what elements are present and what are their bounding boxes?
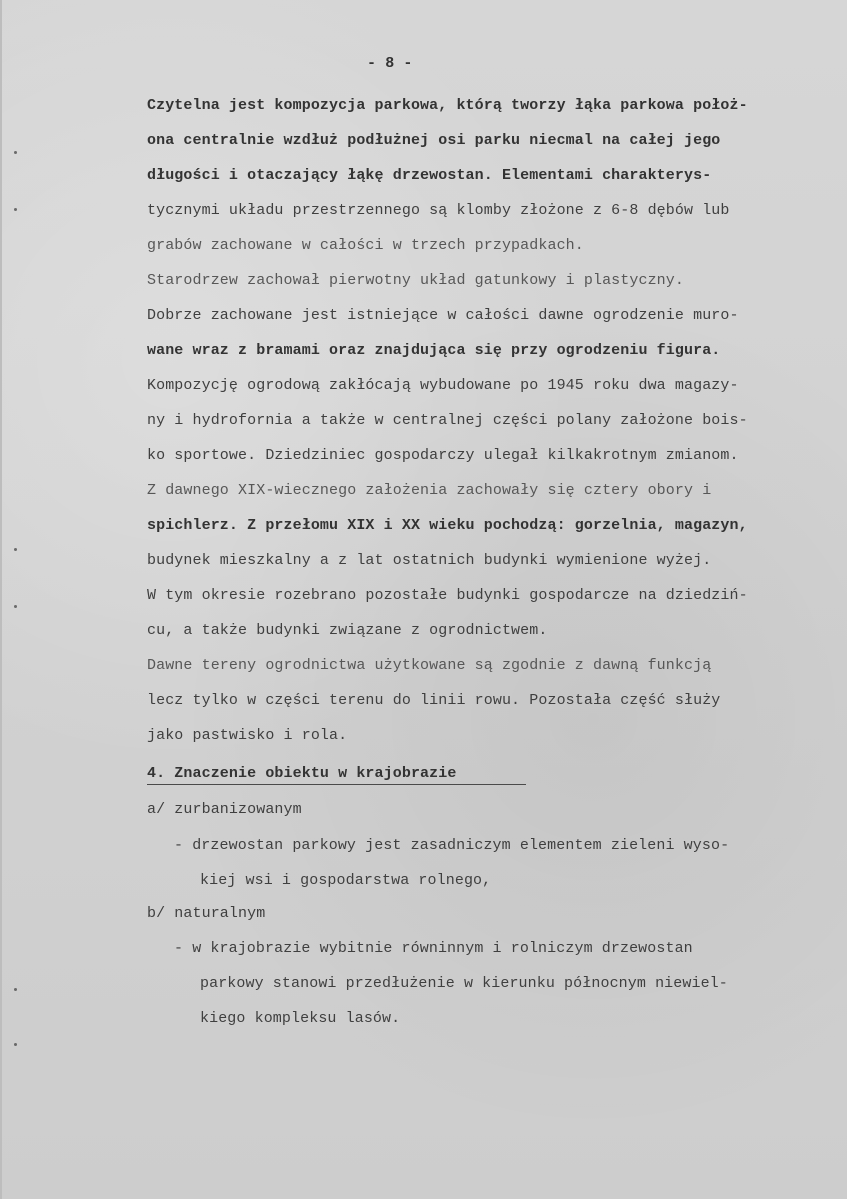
paragraph-line: długości i otaczający łąkę drzewostan. Elementami charakterys- (147, 167, 712, 184)
subsection-label: a/ zurbanizowanym (147, 801, 302, 818)
paragraph-line: spichlerz. Z przełomu XIX i XX wieku pochodzą: gorzelnia, magazyn, (147, 517, 748, 534)
paragraph-line: Starodrzew zachował pierwotny układ gatunkowy i plastyczny. (147, 272, 684, 289)
paragraph-line: Z dawnego XIX-wiecznego założenia zachowały się cztery obory i (147, 482, 712, 499)
margin-dot (14, 1043, 17, 1046)
paragraph-line: cu, a także budynki związane z ogrodnictwem. (147, 622, 548, 639)
paragraph-line: jako pastwisko i rola. (147, 727, 348, 744)
margin-dot (14, 605, 17, 608)
margin-dot (14, 208, 17, 211)
subsection-bullet-line: parkowy stanowi przedłużenie w kierunku północnym niewiel- (200, 975, 728, 992)
paragraph-line: ny i hydrofornia a także w centralnej części polany założone bois- (147, 412, 748, 429)
subsection-bullet-line: kiego kompleksu lasów. (200, 1010, 401, 1027)
paragraph-line: wane wraz z bramami oraz znajdująca się przy ogrodzeniu figura. (147, 342, 721, 359)
subsection-bullet-line: kiej wsi i gospodarstwa rolnego, (200, 872, 492, 889)
margin-dot (14, 548, 17, 551)
paragraph-line: W tym okresie rozebrano pozostałe budynki gospodarcze na dziedziń- (147, 587, 748, 604)
section-heading-underline (147, 784, 526, 785)
paragraph-line: grabów zachowane w całości w trzech przypadkach. (147, 237, 584, 254)
paragraph-line: ko sportowe. Dziedziniec gospodarczy ulegał kilkakrotnym zmianom. (147, 447, 739, 464)
paragraph-line: ona centralnie wzdłuż podłużnej osi parku niecmal na całej jego (147, 132, 721, 149)
paragraph-line: Kompozycję ogrodową zakłócają wybudowane po 1945 roku dwa magazy- (147, 377, 739, 394)
paragraph-line: Dobrze zachowane jest istniejące w całości dawne ogrodzenie muro- (147, 307, 739, 324)
paragraph-line: tycznymi układu przestrzennego są klomby złożone z 6-8 dębów lub (147, 202, 730, 219)
subsection-label: b/ naturalnym (147, 905, 266, 922)
section-heading: 4. Znaczenie obiektu w krajobrazie (147, 765, 457, 782)
subsection-bullet-line: - drzewostan parkowy jest zasadniczym elementem zieleni wyso- (174, 837, 730, 854)
margin-dot (14, 988, 17, 991)
subsection-bullet-line: - w krajobrazie wybitnie równinnym i rolniczym drzewostan (174, 940, 693, 957)
paragraph-line: budynek mieszkalny a z lat ostatnich budynki wymienione wyżej. (147, 552, 712, 569)
paragraph-line: Dawne tereny ogrodnictwa użytkowane są zgodnie z dawną funkcją (147, 657, 712, 674)
margin-dot (14, 151, 17, 154)
paragraph-line: lecz tylko w części terenu do linii rowu. Pozostała część służy (147, 692, 721, 709)
paragraph-line: Czytelna jest kompozycja parkowa, którą tworzy łąka parkowa położ- (147, 97, 748, 114)
page-number: - 8 - (367, 55, 413, 72)
